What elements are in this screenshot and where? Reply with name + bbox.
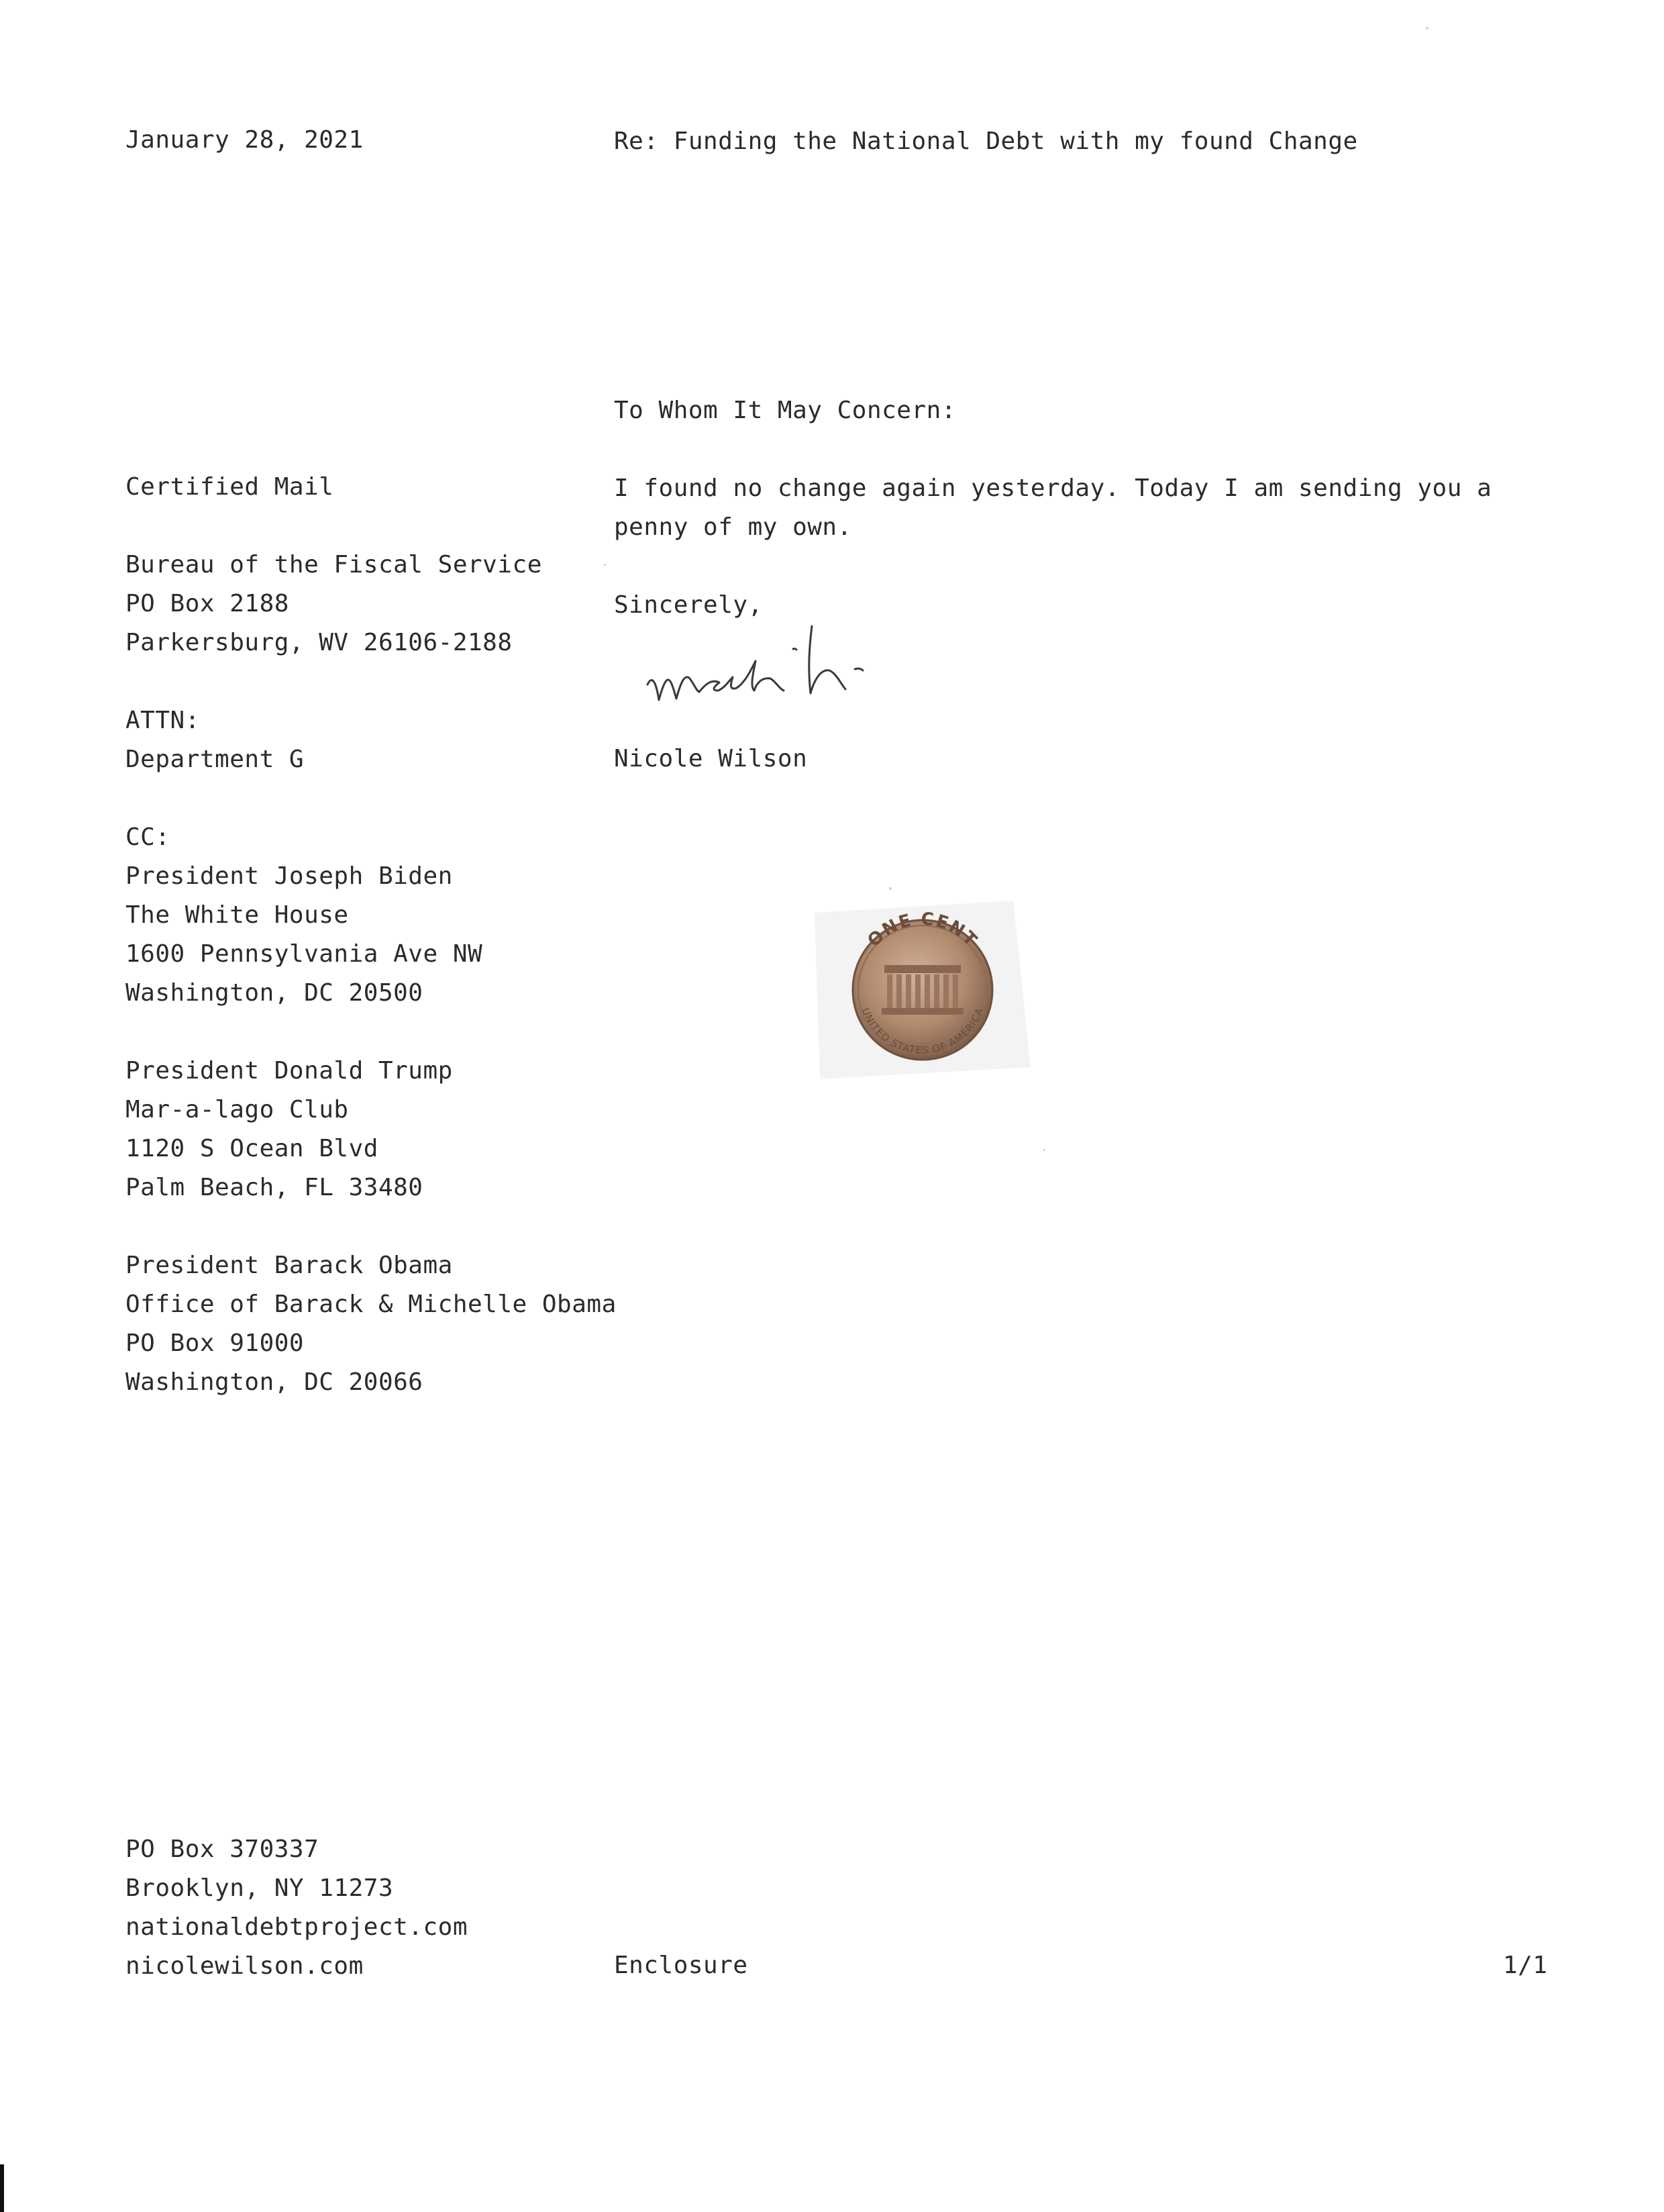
- recipient-line: Bureau of the Fiscal Service: [125, 551, 542, 579]
- handwritten-signature: [644, 621, 993, 721]
- sender-website: nicolewilson.com: [125, 1952, 364, 1980]
- recipient-line: Parkersburg, WV 26106-2188: [125, 629, 513, 656]
- penny-rim-text: UNITED STATES OF AMERICA: [859, 1006, 986, 1057]
- cc-recipient-3: [125, 1246, 617, 1402]
- cc-label: CC:: [125, 823, 170, 851]
- cc-line: The White House: [125, 901, 349, 929]
- sender-website: nationaldebtproject.com: [125, 1913, 468, 1941]
- enclosure-note: Enclosure: [614, 1952, 748, 1979]
- cc-line: Palm Beach, FL 33480: [125, 1174, 423, 1201]
- letter-subject: Re: Funding the National Debt with my found Change: [614, 128, 1358, 155]
- attn-department: Department G: [125, 746, 305, 773]
- sender-line: PO Box 370337: [125, 1836, 319, 1863]
- scan-edge-mark: [0, 2164, 4, 2212]
- cc-line: 1120 S Ocean Blvd: [125, 1135, 378, 1162]
- scan-speck: [1043, 1149, 1045, 1151]
- sender-line: Brooklyn, NY 11273: [125, 1874, 394, 1902]
- page-number: 1/1: [1503, 1952, 1548, 1979]
- mailing-method: Certified Mail: [125, 473, 334, 501]
- recipient-line: PO Box 2188: [125, 590, 289, 617]
- salutation: To Whom It May Concern:: [614, 397, 956, 424]
- scan-speck: [889, 887, 892, 890]
- penny-coin-image: [812, 899, 1033, 1080]
- cc-line: President Joseph Biden: [125, 862, 453, 890]
- attn-block: [125, 701, 304, 779]
- cc-line: Mar-a-lago Club: [125, 1096, 349, 1123]
- letter-date: January 28, 2021: [125, 126, 364, 154]
- cc-block: [125, 818, 482, 1013]
- signature-name: Nicole Wilson: [614, 745, 808, 772]
- attn-label: ATTN:: [125, 707, 200, 734]
- recipient-address: [125, 546, 542, 662]
- scan-speck: [604, 564, 606, 566]
- letter-body: I found no change again yesterday. Today I am sending you a penny of my own.: [614, 474, 1492, 541]
- cc-line: Washington, DC 20066: [125, 1368, 423, 1396]
- cc-line: President Barack Obama: [125, 1252, 453, 1279]
- penny-top-text: ONE CENT: [864, 909, 982, 952]
- cc-line: PO Box 91000: [125, 1329, 305, 1357]
- cc-line: President Donald Trump: [125, 1057, 453, 1085]
- letter-closing: Sincerely,: [614, 591, 763, 619]
- cc-line: 1600 Pennsylvania Ave NW: [125, 940, 483, 968]
- cc-recipient-2: [125, 1052, 453, 1207]
- cc-line: Office of Barack & Michelle Obama: [125, 1291, 617, 1318]
- scan-speck: [1426, 27, 1428, 30]
- sender-address: [125, 1830, 468, 1986]
- cc-line: Washington, DC 20500: [125, 979, 423, 1007]
